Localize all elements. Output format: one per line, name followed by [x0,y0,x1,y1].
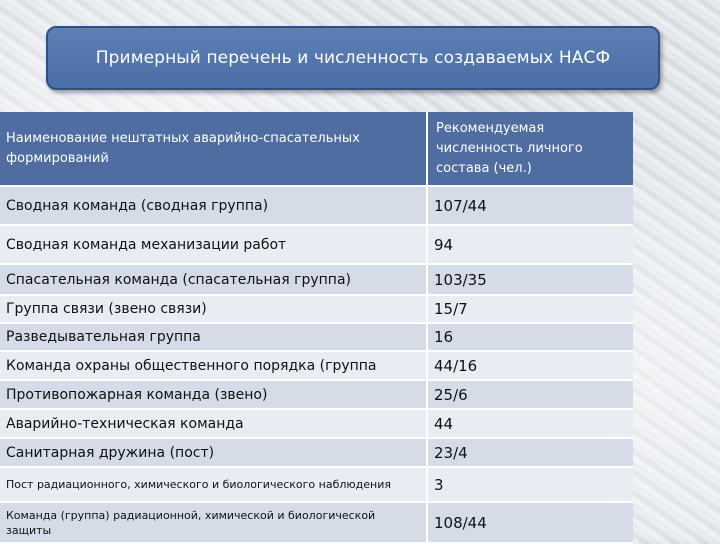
row-value: 94 [427,225,633,264]
table-row [0,502,633,543]
row-value: 3 [427,467,633,502]
row-name: Команда охраны общественного порядка (группа [0,351,427,380]
row-name: Сводная команда механизации работ [0,225,427,264]
row-value: 103/35 [427,264,633,295]
row-name: Разведывательная группа [0,323,427,351]
table-row [0,323,633,351]
row-value: 15/7 [427,295,633,323]
slide-title [46,26,660,90]
row-name: Сводная команда (сводная группа) [0,186,427,225]
row-name: Аварийно-техническая команда [0,409,427,438]
row-value: 25/6 [427,380,633,409]
header-count: Рекомендуемая численность личного состава (чел.) [427,112,633,186]
row-name: Группа связи (звено связи) [0,295,427,323]
row-value: 44 [427,409,633,438]
row-value: 23/4 [427,438,633,467]
table-header-row [0,112,633,186]
row-value: 107/44 [427,186,633,225]
table-row [0,380,633,409]
row-name: Санитарная дружина (пост) [0,438,427,467]
row-name: Противопожарная команда (звено) [0,380,427,409]
table-row [0,351,633,380]
row-value: 44/16 [427,351,633,380]
table-row [0,467,633,502]
table-row [0,409,633,438]
slide-title-text: Примерный перечень и численность создаваемых НАСФ [95,48,611,68]
row-value: 16 [427,323,633,351]
table-row [0,295,633,323]
header-name: Наименование нештатных аварийно-спасательных формирований [0,112,427,186]
table-row [0,264,633,295]
row-value: 108/44 [427,502,633,543]
row-name: Пост радиационного, химического и биологического наблюдения [0,467,427,502]
table-row [0,225,633,264]
formations-table [0,112,633,544]
row-name: Спасательная команда (спасательная группа) [0,264,427,295]
row-name: Команда (группа) радиационной, химической и биологической защиты [0,502,427,543]
table-row [0,186,633,225]
table-row [0,438,633,467]
